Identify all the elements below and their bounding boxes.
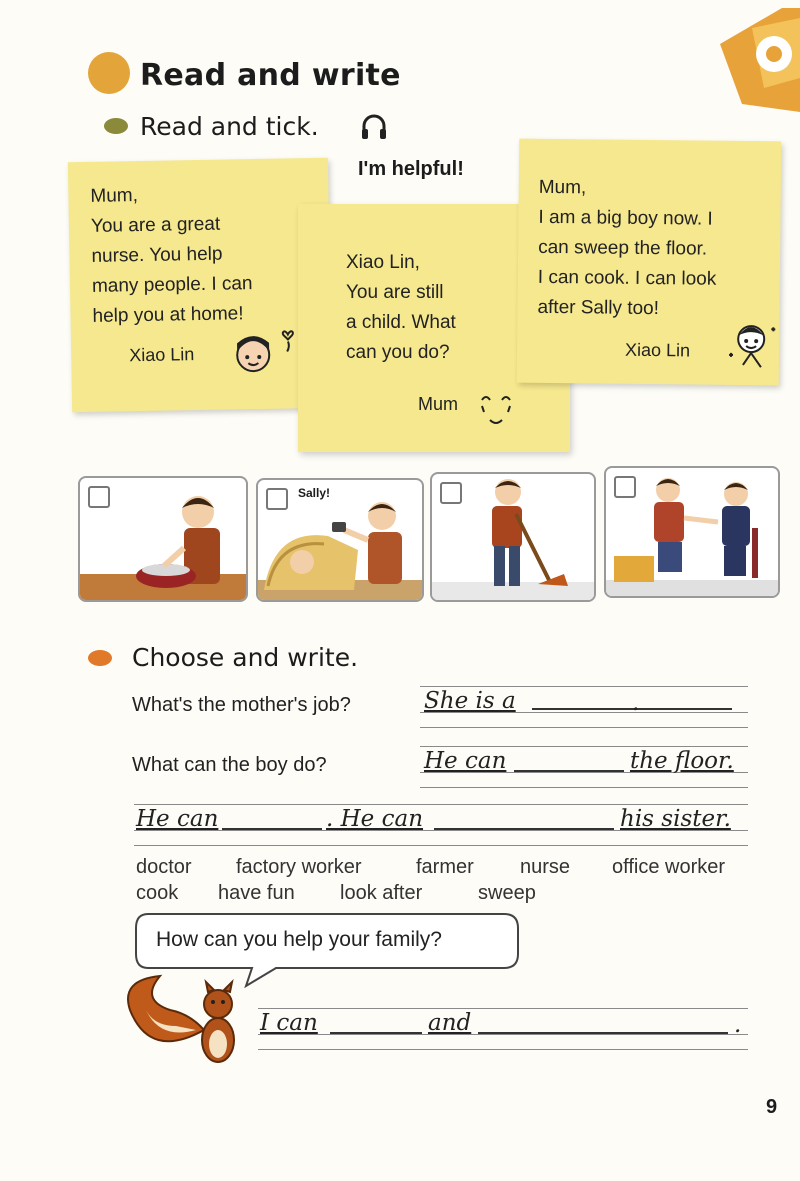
note-line: a child. What: [346, 312, 456, 333]
writing-line: [420, 787, 748, 788]
tick-checkbox[interactable]: [614, 476, 636, 498]
answer-mid: and: [428, 1010, 472, 1036]
section-bullet: [88, 52, 130, 94]
tick-checkbox[interactable]: [440, 482, 462, 504]
tick-checkbox[interactable]: [88, 486, 110, 508]
note-line: I can cook. I can look: [537, 266, 717, 290]
word-bank-item: cook: [136, 882, 179, 904]
picture-panel-helping-parents: [604, 466, 780, 598]
answer-blank[interactable]: [514, 770, 624, 772]
note-right: [517, 139, 782, 386]
note-left: [68, 158, 332, 412]
note-line: help you at home!: [92, 303, 244, 327]
word-bank-item: sweep: [478, 882, 536, 904]
writing-line: [258, 1034, 748, 1035]
picture-panel-cooking: [78, 476, 248, 602]
word-bank-item: doctor: [136, 856, 192, 878]
word-bank-item: have fun: [218, 882, 295, 904]
note-line: can sweep the floor.: [538, 236, 708, 260]
picture-speech: Sally!: [298, 486, 331, 500]
note-line: after Sally too!: [537, 296, 660, 320]
answer-blank[interactable]: [222, 828, 322, 830]
picture-panel-sweeping: [430, 472, 596, 602]
picture-panel-baby: [256, 478, 424, 602]
note-caption: I'm helpful!: [358, 158, 464, 180]
note-line: Mum,: [538, 176, 587, 199]
subsection-title-read: Read and tick.: [140, 112, 319, 141]
note-line: many people. I can: [91, 273, 253, 297]
answer-mid: . He can: [326, 806, 424, 832]
note-left-text: [90, 179, 253, 332]
heart-icon: [281, 326, 295, 354]
writing-line: [420, 727, 748, 728]
answer-period: .: [734, 1012, 742, 1038]
note-left-signature: Xiao Lin: [129, 344, 195, 366]
answer-blank[interactable]: [478, 1032, 728, 1034]
writing-line: [134, 845, 748, 846]
page-number: 9: [766, 1096, 778, 1118]
subsection-title-choose: Choose and write.: [132, 643, 359, 672]
writing-line: [420, 746, 748, 747]
answer-suffix: his sister.: [620, 806, 731, 832]
subsection-bullet: [104, 118, 128, 134]
headphones-icon[interactable]: [360, 112, 388, 142]
note-right-text: [537, 173, 717, 325]
tick-checkbox[interactable]: [266, 488, 288, 510]
note-line: Mum,: [90, 185, 139, 207]
subsection-bullet: [88, 650, 112, 666]
answer-blank[interactable]: [434, 828, 614, 830]
answer-prefix: She is a: [424, 688, 516, 714]
writing-line: [420, 686, 748, 687]
note-line: can you do?: [346, 342, 450, 363]
answer-period: .: [632, 690, 640, 716]
note-right-signature: Xiao Lin: [624, 339, 691, 361]
answer-suffix: the floor.: [630, 748, 734, 774]
writing-line: [258, 1049, 748, 1050]
note-line: nurse. You help: [91, 243, 223, 267]
note-middle-text: [346, 248, 456, 368]
boy-face-icon: [231, 331, 284, 376]
word-bank-item: look after: [340, 882, 423, 904]
word-bank-item: farmer: [416, 856, 474, 878]
note-middle-signature: Mum: [418, 394, 458, 414]
answer-prefix: I can: [260, 1010, 318, 1036]
word-bank-item: factory worker: [236, 856, 362, 878]
corner-decoration: [712, 8, 800, 118]
note-line: Xiao Lin,: [346, 252, 420, 273]
writing-line: [258, 1008, 748, 1009]
squirrel-illustration: [120, 970, 250, 1070]
question-mother-job: What's the mother's job?: [132, 694, 351, 716]
answer-prefix: He can: [136, 806, 219, 832]
boy-stickman-icon: [721, 319, 778, 376]
answer-blank[interactable]: [330, 1032, 422, 1034]
smiley-face-icon: [474, 390, 520, 430]
question-boy-can: What can the boy do?: [132, 754, 327, 776]
note-line: You are a great: [90, 213, 221, 237]
note-line: You are still: [346, 282, 444, 303]
prompt-question: How can you help your family?: [156, 928, 442, 951]
answer-prefix: He can: [424, 748, 507, 774]
note-line: I am a big boy now. I: [538, 206, 713, 230]
writing-line: [134, 804, 748, 805]
section-title: Read and write: [140, 58, 401, 93]
word-bank-item: office worker: [612, 856, 726, 878]
word-bank-item: nurse: [520, 856, 571, 878]
